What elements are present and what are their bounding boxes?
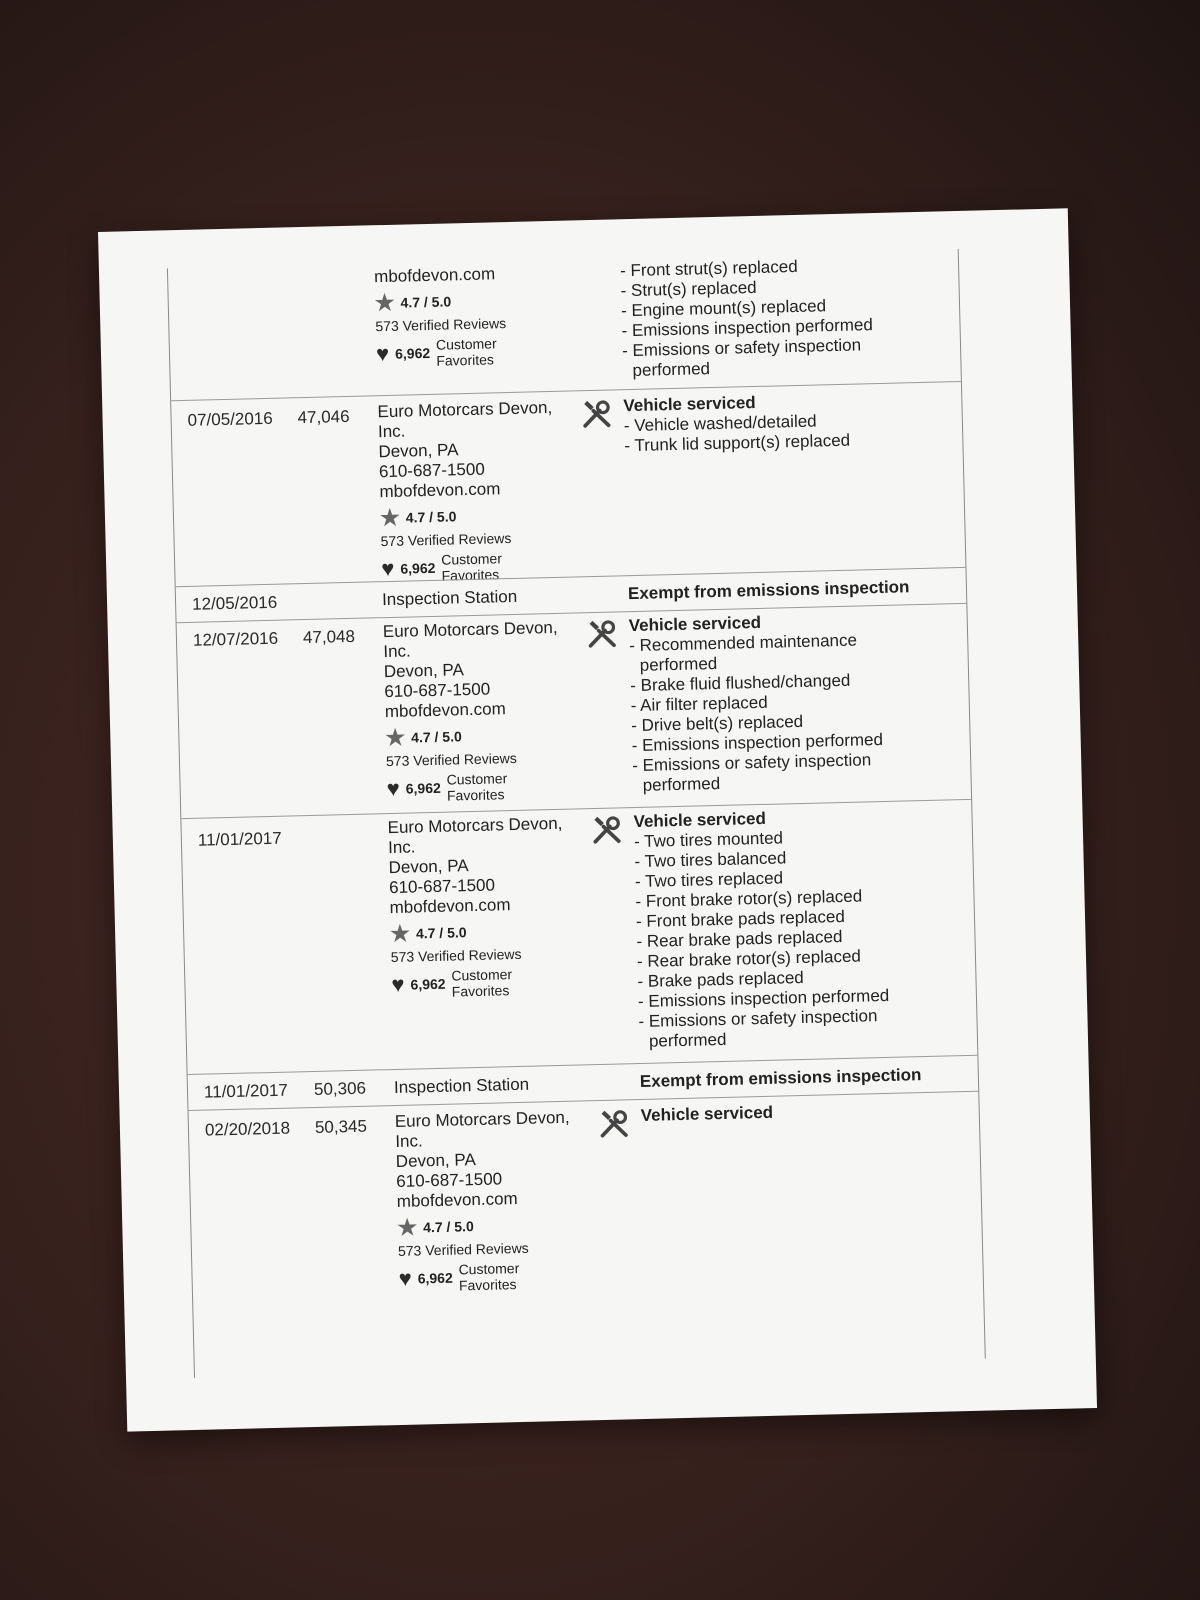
- dealer-name: Euro Motorcars Devon,: [382, 617, 558, 642]
- dealer-website: mbofdevon.com: [373, 264, 496, 287]
- dealer-name: Inc.: [377, 421, 406, 442]
- favorites-count: 6,962: [394, 344, 431, 362]
- odometer: 47,046: [297, 406, 350, 428]
- heart-icon: ♥: [381, 555, 395, 582]
- odometer: 47,048: [302, 626, 356, 648]
- dealer-info: [383, 617, 587, 805]
- dealer-info: [387, 813, 591, 1001]
- dealer-location: Devon, PA: [383, 660, 465, 682]
- service-details: [641, 1098, 971, 1126]
- star-icon: ★: [374, 289, 395, 316]
- service-item: - Two tires balanced: [634, 848, 787, 872]
- customer-favorites: [398, 1258, 599, 1295]
- service-item: - Trunk lid support(s) replaced: [624, 430, 851, 456]
- service-title: Vehicle serviced: [633, 808, 767, 832]
- review-count: 573 Verified Reviews: [375, 315, 507, 335]
- favorites-label: Customer Favorites: [435, 335, 497, 369]
- dealer-website: mbofdevon.com: [384, 699, 506, 722]
- service-item: performed: [648, 1029, 727, 1051]
- printed-page: [98, 208, 1097, 1431]
- customer-favorites: [376, 333, 577, 370]
- table-row: [177, 603, 972, 819]
- dealer-location: Devon, PA: [395, 1150, 477, 1171]
- dealer-name: Inc.: [387, 837, 416, 858]
- favorites-label: Customer Favorites: [451, 966, 513, 1000]
- wrench-screwdriver-icon: [579, 396, 614, 431]
- service-history-table: [167, 249, 986, 1378]
- dealer-location: Devon, PA: [388, 856, 469, 878]
- service-date: 07/05/2016: [187, 408, 273, 430]
- wrench-screwdriver-icon: [589, 812, 624, 847]
- service-item: performed: [642, 773, 721, 795]
- service-item: - Emissions or safety inspection: [621, 335, 862, 361]
- service-item: - Recommended maintenance: [629, 630, 858, 656]
- service-item: - Emissions inspection performed: [637, 985, 890, 1012]
- dealer-rating: [389, 919, 590, 947]
- favorites-label: Customer Favorites: [446, 770, 508, 804]
- service-item: - Emissions or safety inspection: [631, 750, 872, 776]
- service-title: Vehicle serviced: [628, 612, 762, 636]
- service-item: - Vehicle washed/detailed: [623, 411, 817, 436]
- dealer-name: Inc.: [383, 641, 411, 662]
- service-item: - Front strut(s) replaced: [619, 256, 798, 281]
- service-date: 12/07/2016: [192, 628, 279, 650]
- dealer-info: [377, 397, 581, 585]
- service-title: Exempt from emissions inspection: [639, 1065, 922, 1092]
- dealer-rating: [397, 1213, 597, 1238]
- dealer-phone: 610-687-1500: [396, 1169, 503, 1191]
- dealer-name: Inc.: [395, 1131, 423, 1152]
- favorites-count: 6,962: [410, 975, 446, 993]
- table-row: [181, 799, 977, 1075]
- service-item: - Brake pads replaced: [637, 967, 804, 992]
- favorites-label: Customer Favorites: [458, 1260, 520, 1294]
- service-item: - Emissions inspection performed: [621, 315, 874, 341]
- customer-favorites: [386, 768, 587, 805]
- star-icon: ★: [389, 920, 411, 947]
- dealer-rating: [385, 723, 585, 751]
- star-icon: ★: [379, 504, 401, 531]
- service-details: [633, 804, 969, 1052]
- heart-icon: ♥: [391, 971, 405, 998]
- favorites-count: 6,962: [400, 559, 436, 577]
- review-count: 573 Verified Reviews: [397, 1239, 529, 1259]
- favorites-count: 6,962: [405, 779, 441, 797]
- service-item: - Two tires mounted: [633, 828, 784, 852]
- inspection-station: Inspection Station: [393, 1074, 530, 1098]
- rating-value: 4.7 / 5.0: [405, 508, 457, 526]
- service-item: - Emissions inspection performed: [631, 729, 884, 756]
- table-row: [188, 1091, 984, 1379]
- review-count: 573 Verified Reviews: [385, 749, 517, 770]
- service-item: - Rear brake rotor(s) replaced: [636, 946, 862, 972]
- service-details: [629, 608, 963, 796]
- heart-icon: ♥: [386, 775, 401, 802]
- service-item: - Front brake pads replaced: [635, 906, 846, 932]
- review-count: 573 Verified Reviews: [390, 945, 522, 966]
- dealer-website: mbofdevon.com: [379, 479, 501, 502]
- odometer: 50,306: [313, 1078, 367, 1099]
- rating-value: 4.7 / 5.0: [410, 728, 462, 746]
- service-details: [623, 388, 954, 456]
- favorites-label: Customer Favorites: [441, 550, 503, 584]
- rating-value: 4.7 / 5.0: [415, 924, 467, 942]
- dealer-info: [374, 262, 576, 370]
- heart-icon: ♥: [375, 340, 390, 367]
- wrench-screwdriver-icon: [597, 1106, 632, 1141]
- service-item: - Brake fluid flushed/changed: [630, 670, 851, 696]
- dealer-name: Euro Motorcars Devon,: [387, 813, 563, 838]
- heart-icon: ♥: [398, 1265, 413, 1291]
- service-item: - Air filter replaced: [630, 692, 768, 716]
- dealer-phone: 610-687-1500: [378, 459, 486, 482]
- dealer-rating: [379, 503, 580, 531]
- service-item: - Drive belt(s) replaced: [630, 711, 804, 736]
- dealer-website: mbofdevon.com: [396, 1189, 518, 1211]
- wrench-screwdriver-icon: [585, 616, 620, 651]
- favorites-count: 6,962: [417, 1269, 453, 1287]
- service-item: - Strut(s) replaced: [620, 277, 757, 301]
- dealer-name: Euro Motorcars Devon,: [394, 1107, 570, 1132]
- service-item: - Engine mount(s) replaced: [620, 296, 827, 321]
- service-item: - Rear brake pads replaced: [636, 927, 843, 952]
- service-title: Vehicle serviced: [623, 392, 756, 416]
- dealer-phone: 610-687-1500: [388, 875, 496, 898]
- star-icon: ★: [385, 724, 406, 751]
- service-date: 11/01/2017: [203, 1080, 289, 1102]
- service-date: 11/01/2017: [197, 828, 282, 850]
- table-row: [171, 381, 965, 587]
- inspection-station: Inspection Station: [381, 586, 518, 610]
- dealer-info: [395, 1107, 599, 1295]
- odometer: 50,345: [314, 1116, 368, 1137]
- dealer-rating: [374, 288, 575, 316]
- rating-value: 4.7 / 5.0: [400, 293, 452, 311]
- customer-favorites: [391, 964, 592, 1001]
- dealer-website: mbofdevon.com: [389, 895, 511, 918]
- service-date: 12/05/2016: [191, 592, 278, 614]
- dealer-name: Euro Motorcars Devon,: [377, 397, 553, 422]
- service-item: - Front brake rotor(s) replaced: [635, 886, 863, 912]
- service-title: Vehicle serviced: [640, 1102, 774, 1126]
- dealer-location: Devon, PA: [378, 440, 459, 462]
- service-item: performed: [632, 359, 711, 380]
- service-date: 02/20/2018: [204, 1118, 291, 1140]
- service-item: - Emissions or safety inspection: [638, 1006, 878, 1032]
- dealer-phone: 610-687-1500: [384, 679, 491, 702]
- rating-value: 4.7 / 5.0: [422, 1218, 474, 1236]
- service-title: Exempt from emissions inspection: [627, 577, 910, 604]
- service-item: - Two tires replaced: [634, 868, 784, 892]
- table-row: [168, 249, 961, 400]
- star-icon: ★: [397, 1214, 418, 1240]
- review-count: 573 Verified Reviews: [380, 529, 512, 550]
- service-details: [620, 253, 953, 381]
- service-item: performed: [639, 654, 718, 675]
